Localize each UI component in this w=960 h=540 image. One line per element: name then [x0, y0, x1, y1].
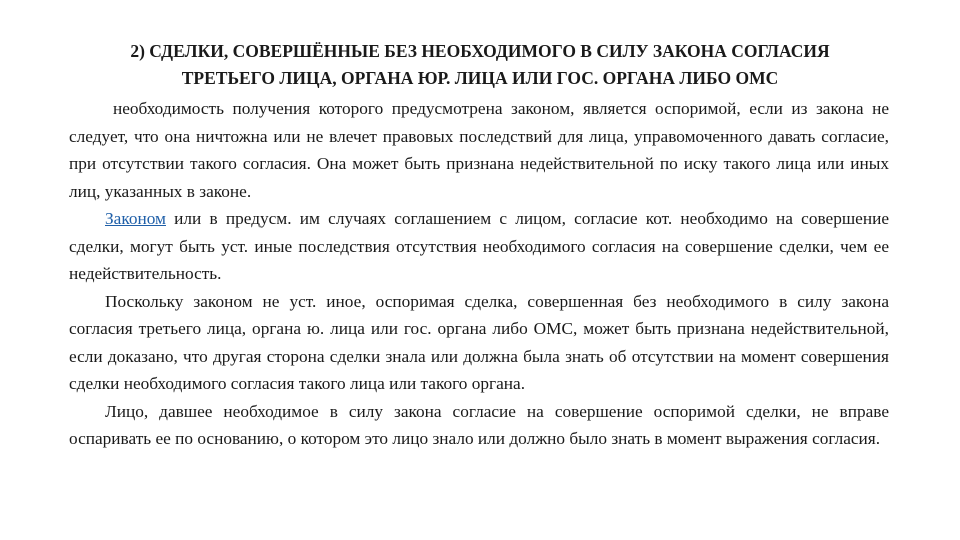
title-line-2: ТРЕТЬЕГО ЛИЦА, ОРГАНА ЮР. ЛИЦА ИЛИ ГОС. ОРГАНА ЛИБО ОМС	[181, 68, 779, 88]
paragraph-4: Лицо, давшее необходимое в силу закона согласие на совершение оспоримой сделки, не вправе оспаривать ее по основанию, о котором это лицо знало или должно было знать в момент выражения согласия.	[69, 401, 889, 448]
paragraph-1: необходимость получения которого предусмотрена законом, является оспоримой, если из закона не следует, что она ничтожна или не влечет правовых последствий для лица, управомоченного давать согласие, при отсутствии такого согласия. Она может быть признана недействительной по иску такого лица или иных лиц, указанных в законе.	[69, 99, 889, 201]
paragraph-2-text: или в предусм. им случаях соглашением с лицом, согласие кот. необходимо на совершение сделки, могут быть уст. иные последствия отсутствия необходимого согласия на совершение сделки, чем ее недействительность.	[69, 209, 889, 283]
paragraph-2	[69, 205, 889, 288]
slide-title	[70, 38, 890, 92]
paragraph-3: Поскольку законом не уст. иное, оспоримая сделка, совершенная без необходимого в силу закона согласия третьего лица, органа ю. лица или гос. органа либо ОМС, может быть признана недействительной, если доказано, что другая сторона сделки знала или должна была знать об отсутствии на момент совершения сделки необходимого согласия такого лица или такого органа.	[69, 291, 889, 393]
law-link[interactable]: Законом	[105, 209, 166, 228]
slide-body	[69, 95, 889, 453]
title-line-1: 2) СДЕЛКИ, СОВЕРШЁННЫЕ БЕЗ НЕОБХОДИМОГО В СИЛУ ЗАКОНА СОГЛАСИЯ	[130, 41, 830, 61]
